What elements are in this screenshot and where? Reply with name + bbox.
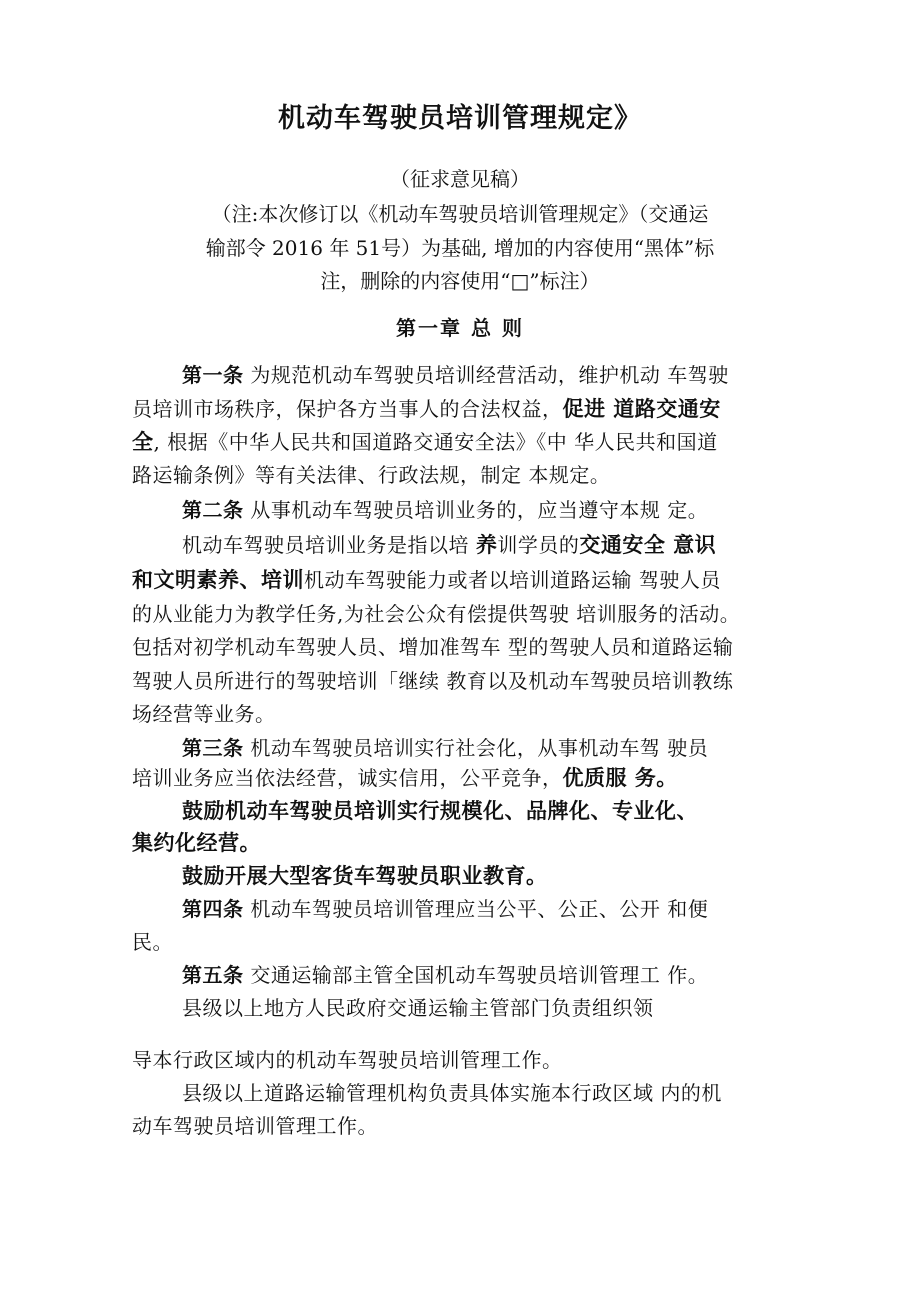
article-5-text-1: 交通运输部主管全国机动车驾驶员培训管理工 作。 — [250, 963, 709, 987]
article-1-text-2a: 员培训市场秩序，保护各方当事人的合法权益， — [132, 397, 563, 421]
article-4-text-1: 机动车驾驶员培训管理应当公平、公正、公开 和便 — [250, 897, 709, 921]
draft-subtitle: （征求意见稿） — [390, 167, 530, 191]
article-1-line-3 — [132, 428, 718, 456]
article-3-added-2b: 优质服 务。 — [562, 766, 678, 790]
article-1-line-2 — [132, 395, 721, 423]
article-2-text-p2-2b: 机动车驾驶能力或者以培训道路运输 驾驶人员 — [304, 568, 721, 592]
article-3-para-2-line-2: 集约化经营。 — [132, 831, 261, 855]
chapter-heading: 第一章 总 则 — [396, 316, 524, 340]
article-5-para-2-line-2: 导本行政区域内的机动车驾驶员培训管理工作。 — [132, 1048, 563, 1072]
article-1-added-text-2b: 促进 道路交通安 — [562, 397, 721, 421]
article-3-label: 第三条 — [182, 736, 244, 760]
article-3-para-2-line-1: 鼓励机动车驾驶员培训实行规模化、品牌化、专业化、 — [182, 799, 698, 823]
article-5-line-1 — [182, 961, 708, 989]
revision-note-line-2: 输部令 2016 年 51号）为基础, 增加的内容使用“黑体”标 — [205, 236, 715, 260]
article-2-para-2-line-6: 场经营等业务。 — [132, 702, 276, 726]
document-title: 机动车驾驶员培训管理规定》 — [278, 103, 642, 134]
article-5-para-3-line-2: 动车驾驶员培训管理工作。 — [132, 1114, 378, 1138]
article-2-added-p2-2a: 和文明素养、培训 — [132, 568, 304, 592]
article-2-para-2-line-4: 包括对初学机动车驾驶人员、增加准驾车 型的驾驶人员和道路运输 — [132, 635, 734, 659]
article-5-para-3-line-1: 县级以上道路运输管理机构负责具体实施本行政区域 内的机 — [182, 1081, 722, 1105]
article-4-line-1 — [182, 895, 708, 923]
article-1-added-text-3a: 全 — [132, 430, 154, 454]
article-5-label: 第五条 — [182, 963, 244, 987]
article-3-line-2 — [132, 764, 678, 792]
article-1-text-3b: , 根据《中华人民共和国道路交通安全法》《中 华人民共和国道 — [153, 430, 718, 454]
article-2-added-p2b: 养 — [475, 533, 498, 557]
article-2-text-p2a: 机动车驾驶员培训业务是指以培 — [182, 533, 476, 557]
article-3-text-2a: 培训业务应当依法经营，诚实信用，公平竞争， — [132, 766, 563, 790]
article-2-label: 第二条 — [182, 498, 244, 522]
article-2-para-2-line-2 — [132, 566, 721, 594]
article-5-para-2-line-1: 县级以上地方人民政府交通运输主管部门负责组织领 — [182, 996, 654, 1020]
article-2-text-p2c: 训学员的 — [497, 533, 580, 557]
article-1-line-1 — [182, 361, 729, 389]
article-4-label: 第四条 — [182, 897, 244, 921]
article-1-text-1: 为规范机动车驾驶员培训经营活动，维护机动 车驾驶 — [250, 363, 729, 387]
article-2-para-2-line-3: 的从业能力为教学任务,为社会公众有偿提供驾驶 培训服务的活动。 — [132, 602, 741, 626]
article-4-line-2: 民。 — [132, 930, 173, 954]
article-3-line-1 — [182, 734, 708, 762]
article-2-added-p2d: 交通安全 意识 — [579, 533, 717, 557]
revision-note-line-3: 注，删除的内容使用“□”标注） — [320, 269, 600, 293]
article-3-text-1: 机动车驾驶员培训实行社会化，从事机动车驾 驶员 — [250, 736, 709, 760]
article-2-para-2-line-5: 驾驶人员所进行的驾驶培训「继续 教育以及机动车驾驶员培训教练 — [132, 669, 734, 693]
article-2-text-1: 从事机动车驾驶员培训业务的，应当遵守本规 定。 — [250, 498, 709, 522]
revision-note-line-1: （注:本次修订以《机动车驾驶员培训管理规定》（交通运 — [211, 202, 709, 226]
article-2-line-1 — [182, 496, 708, 524]
article-1-label: 第一条 — [182, 363, 244, 387]
article-2-para-2-line-1 — [182, 531, 716, 559]
article-3-para-3: 鼓励开展大型客货车驾驶员职业教育。 — [182, 864, 548, 888]
article-1-line-4: 路运输条例》等有关法律、行政法规，制定 本规定。 — [132, 463, 611, 487]
